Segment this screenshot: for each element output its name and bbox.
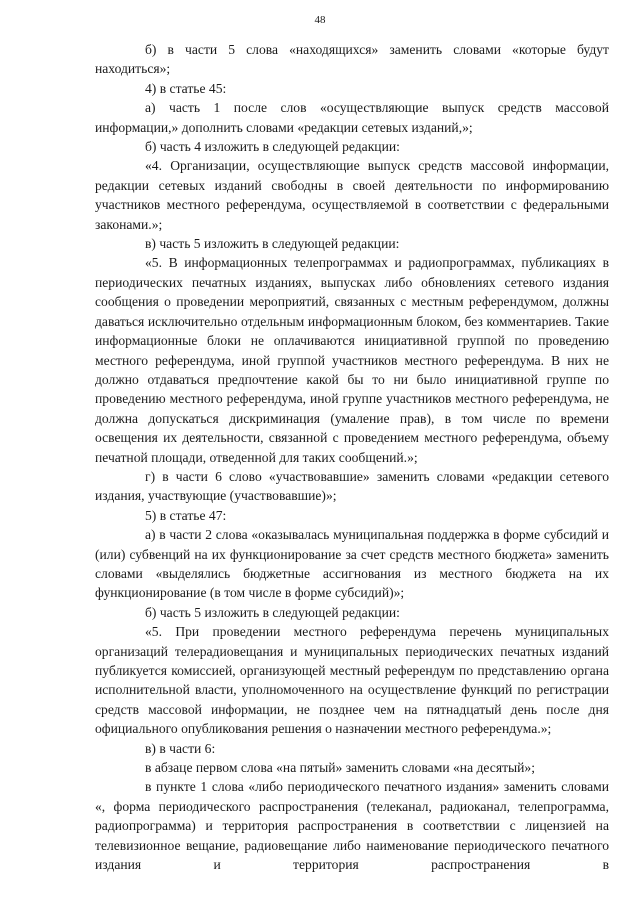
paragraph: «4. Организации, осуществляющие выпуск средств массовой информации, редакции сетевых изданий свободны в своей деятельности по информированию участников местного референдума, осуществляемой в соответствии с федеральными законами.»;: [95, 158, 609, 232]
paragraph: б) часть 4 изложить в следующей редакции:: [145, 139, 400, 155]
paragraph: в абзаце первом слова «на пятый» заменить словами «на десятый»;: [145, 760, 535, 776]
paragraph: в) в части 6:: [145, 740, 216, 756]
paragraph: а) часть 1 после слов «осуществляющие выпуск средств массовой информации,» дополнить словами «редакции сетевых изданий,»;: [95, 100, 609, 135]
paragraph: «5. В информационных телепрограммах и радиопрограммах, публикациях в периодических печатных изданиях, выпусках либо обновлениях сетевого издания сообщения о проведении мероприятий, связанных с местным референдумом, должны даваться исключительно отдельным информационным блоком, без комментариев. Такие информационные блоки не оплачиваются инициативной группой по проведению местного референдума, иной группой участников местного референдума. В них не должно отдаваться предпочтение какой бы то ни было инициативной группе по проведению местного референдума, иной группе участников местного референдума, не должна допускаться дискриминация (умаление прав), в том числе по времени освещения их деятельности, связанной с проведением местного референдума, объему печатной площади, отведенной для таких сообщений.»;: [95, 255, 609, 465]
paragraph: 4) в статье 45:: [145, 80, 227, 96]
paragraph: г) в части 6 слово «участвовавшие» заменить словами «редакции сетевого издания, участвующие (участвовавшие)»;: [95, 468, 609, 504]
paragraph: «5. При проведении местного референдума перечень муниципальных организаций телерадиовещания и муниципальных периодических печатных изданий публикуется комиссией, организующей местный референдум по представлению органа исполнительной власти, уполномоченного на осуществление функций по регистрации средств массовой информации, не позднее чем на пятнадцатый день после дня официального опубликования решения о назначении местного референдума.»;: [95, 624, 609, 737]
paragraph: б) часть 5 изложить в следующей редакции:: [145, 604, 400, 620]
paragraph: б) в части 5 слова «находящихся» заменить словами «которые будут находиться»;: [95, 42, 609, 77]
paragraph: в пункте 1 слова «либо периодического печатного издания» заменить словами «, форма периодического распространения (телеканал, радиоканал, телепрограмма, радиопрограмма) и территория распространения в соответствии с лицензией на телевизионное вещание, радиовещание либо наименование периодического печатного издания и территория распространения в: [95, 779, 609, 873]
paragraph: в) часть 5 изложить в следующей редакции:: [145, 236, 400, 252]
paragraph: 5) в статье 47:: [145, 507, 227, 523]
document-body: [95, 40, 609, 874]
paragraph: а) в части 2 слова «оказывалась муниципальная поддержка в форме субсидий и (или) субвенций на их функционирование за счет средств местного бюджета» заменить словами «выделялись бюджетные ассигнования из местного бюджета на их функционирование (в том числе в форме субсидий)»;: [95, 527, 609, 601]
page-number: 48: [314, 14, 326, 26]
